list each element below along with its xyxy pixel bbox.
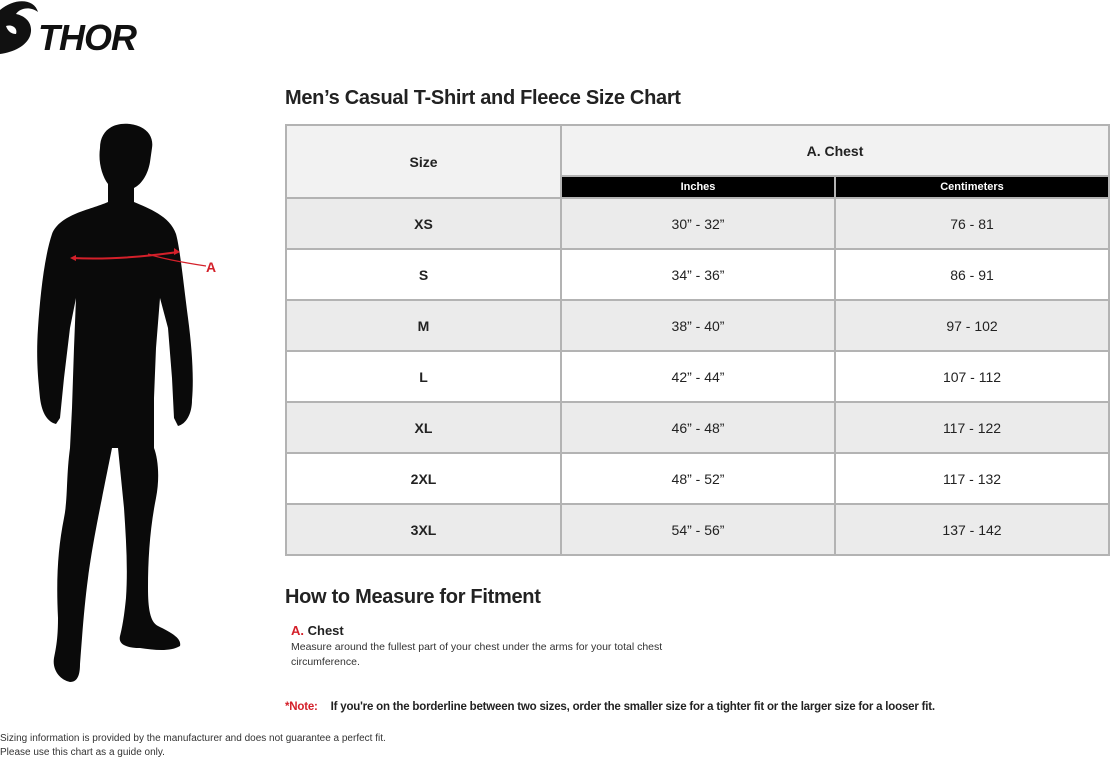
size-chart-table (285, 124, 1110, 556)
table-row (286, 198, 1109, 249)
measure-item-chest (291, 623, 711, 670)
page-title: Men’s Casual T-Shirt and Fleece Size Chart (285, 87, 681, 109)
brand-wordmark: THOR (38, 17, 136, 58)
chest-marker-label: A (206, 259, 217, 275)
cm-cell: 117 - 122 (835, 402, 1109, 453)
table-row (286, 453, 1109, 504)
table-row (286, 402, 1109, 453)
cm-cell: 86 - 91 (835, 249, 1109, 300)
note-text: If you're on the borderline between two sizes, order the smaller size for a tighter fit or the larger size for a looser fit. (330, 701, 935, 713)
thor-logo (0, 0, 172, 58)
disclaimer-line-2: Please use this chart as a guide only. (0, 747, 165, 758)
body-silhouette-figure (30, 118, 230, 688)
note-label: *Note: (285, 701, 318, 713)
table-row (286, 504, 1109, 555)
size-column-header: Size (286, 125, 561, 198)
size-cell: XL (286, 402, 561, 453)
cm-cell: 76 - 81 (835, 198, 1109, 249)
size-cell: M (286, 300, 561, 351)
inches-header: Inches (561, 176, 835, 198)
inches-cell: 30” - 32” (561, 198, 835, 249)
inches-cell: 42” - 44” (561, 351, 835, 402)
table-row (286, 351, 1109, 402)
size-cell: L (286, 351, 561, 402)
how-to-measure-heading: How to Measure for Fitment (285, 586, 541, 608)
size-cell: S (286, 249, 561, 300)
inches-cell: 38” - 40” (561, 300, 835, 351)
sizing-note (285, 701, 935, 713)
cm-cell: 117 - 132 (835, 453, 1109, 504)
table-row (286, 249, 1109, 300)
disclaimer-line-1: Sizing information is provided by the manufacturer and does not guarantee a perfect fit. (0, 733, 386, 744)
chest-group-header: A. Chest (561, 125, 1109, 176)
measure-item-label: Chest (307, 623, 344, 638)
size-cell: 3XL (286, 504, 561, 555)
table-row (286, 300, 1109, 351)
inches-cell: 46” - 48” (561, 402, 835, 453)
cm-cell: 107 - 112 (835, 351, 1109, 402)
cm-cell: 137 - 142 (835, 504, 1109, 555)
inches-cell: 48” - 52” (561, 453, 835, 504)
disclaimer (0, 732, 386, 759)
measure-item-heading (291, 623, 711, 638)
inches-cell: 54” - 56” (561, 504, 835, 555)
size-cell: XS (286, 198, 561, 249)
cm-cell: 97 - 102 (835, 300, 1109, 351)
measure-item-description: Measure around the fullest part of your chest under the arms for your total chest circumference. (291, 641, 663, 668)
inches-cell: 34” - 36” (561, 249, 835, 300)
centimeters-header: Centimeters (835, 176, 1109, 198)
size-cell: 2XL (286, 453, 561, 504)
measure-item-letter: A. (291, 623, 304, 638)
